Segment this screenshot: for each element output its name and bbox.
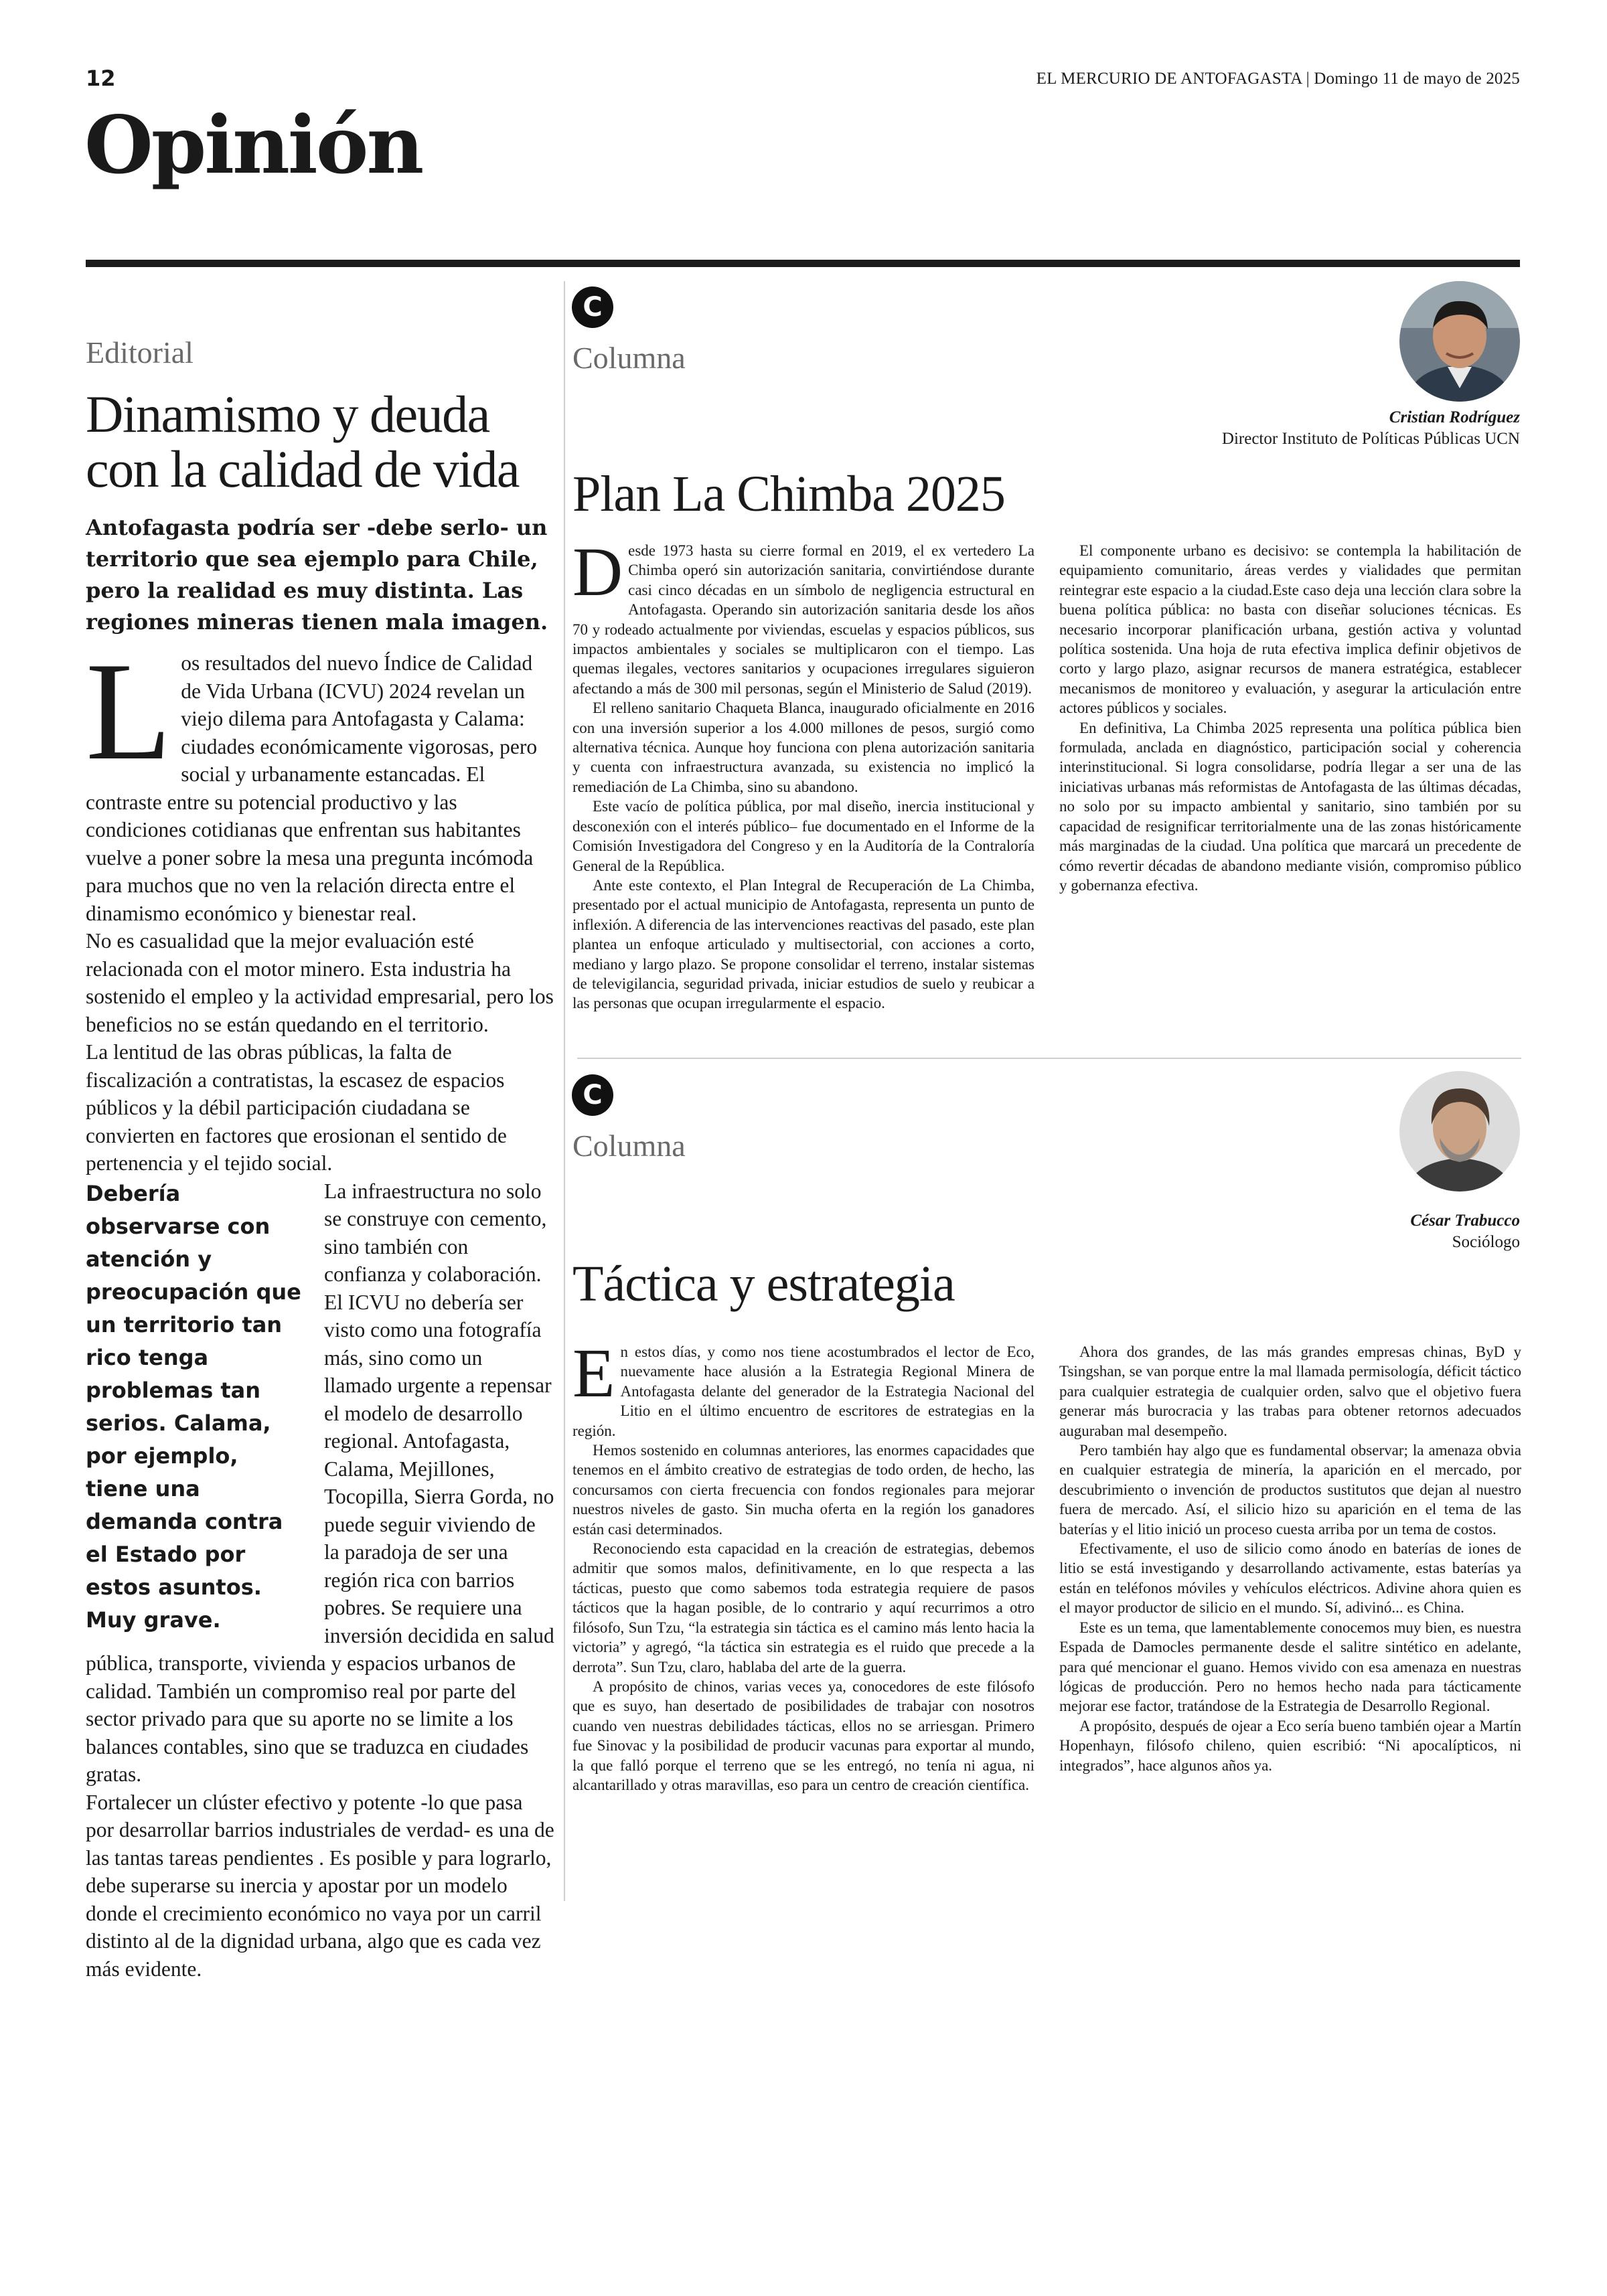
editorial-paragraph: El ICVU no debería ser visto como una fotografía más, sino como un llamado urgente a repensar el modelo de desarrollo regional. Antofagasta, Calama, Mejillones, Tocopilla, Sierra Gorda, no puede seguir viviendo de la paradoja de ser una región rica con barrios pobres. Se requiere una inversión decidida en salud pública, transporte, vivienda y espacios urbanos de calidad. También un compromiso real por parte del sector privado para que su aporte no se limite a los balances contables, sino que se traduzca en ciudades gratas. — [86, 1290, 554, 1786]
author-name: Cristian Rodríguez — [1389, 408, 1520, 426]
column2-paragraph: A propósito de chinos, varias veces ya, conocedores de este filósofo que es suyo, han desertado de posibilidades de trabajar con nosotros cuando ven nuestras debilidades tácticas, ellos no se arriesgan. Primero fue Sinovac y la posibilidad de producir vacunas para exportar al mundo, la que falló porque el terreno que se les entregó, no tenía ni agua, ni alcantarillado y otras maravillas, eso para un centro de creación científica. — [572, 1677, 1035, 1793]
column2-paragraph: Reconociendo esta capacidad en la creación de estrategias, debemos admitir que somos malos, definitivamente, en lo que respecta a las tácticas, puesto que como sabemos toda estrategia requiere de pasos tácticos que la hagan posible, de lo contrario y aquí recurrimos a otro filósofo, Sun Tzu, “la estrategia sin táctica es el camino más lento hacia la victoria” y agregó, “la táctica sin estrategia es el ruido que precede a la derrota”. Sun Tzu, claro, hablaba del arte de la guerra. — [572, 1540, 1035, 1675]
column1-byline — [1222, 407, 1520, 450]
author-photo — [1399, 281, 1520, 402]
section-divider — [577, 1058, 1521, 1059]
editorial-paragraph: No es casualidad que la mejor evaluación esté relacionada con el motor minero. Esta industria ha sostenido el empleo y la actividad empresarial, pero los beneficios no se están quedando en el territorio. — [86, 929, 554, 1036]
column1-paragraph: El relleno sanitario Chaqueta Blanca, inaugurado oficialmente en 2016 con una inversión superior a los 4.000 millones de pesos, surgió como alternativa técnica. Aunque hoy funciona con plena autorización sanitaria y cuenta con infraestructura avanzada, su existencia no implicó la remediación de La Chimba, sino su abandono. — [572, 700, 1035, 795]
column2-paragraph: Efectivamente, el uso de silicio como ánodo en baterías de iones de litio se está investigando y desarrollando activamente, estas baterías ya están en teléfonos móviles y vehículos eléctricos. Adivine ahora quien es el mayor productor de silicio en el mundo. Sí, adivinó... es China. — [1059, 1540, 1521, 1617]
column1-paragraph: Este vacío de política pública, por mal diseño, inercia institucional y desconexión con el interés público– fue documentado en el Informe de la Comisión Investigadora del Congreso y en la Auditoría de la Contraloría General de la República. — [572, 798, 1035, 874]
editorial-pull-quote: Debería observarse con atención y preocupación que un territorio tan rico tenga problemas tan serios. Calama, por ejemplo, tiene una demanda contra el Estado por estos asuntos. Muy grave. — [86, 1180, 301, 1633]
section-title: Opinión — [84, 98, 423, 191]
author-portrait-icon — [1399, 281, 1520, 402]
column2-dropcap: E — [572, 1335, 615, 1412]
column2-paragraph: En estos días, y como nos tiene acostumbrados el lector de Eco, nuevamente hace alusión a la Estrategia Regional Minera de Antofagasta delante del generador de la Estrategia Nacional del Litio en el último encuentro de escritores de estrategias en la región. — [572, 1335, 1035, 1439]
column1-kicker: Columna — [572, 341, 686, 375]
author-photo — [1399, 1071, 1520, 1192]
column1-paragraph: El componente urbano es decisivo: se contempla la habilitación de equipamiento comunitario, áreas verdes y vialidades que permitan reintegrar este espacio a la ciudad.Este caso deja una lección clara sobre la buena política pública: no basta con diseñar soluciones técnicas. Es necesario incorporar planificación urbana, gestión activa y voluntad política sostenida. Una hoja de ruta efectiva implica definir objetivos de corto y largo plazo, asignar recursos de manera estratégica, establecer mecanismos de monitoreo y evaluación, y asegurar la articulación entre actores públicos y sociales. — [1059, 542, 1521, 717]
author-name: César Trabucco — [1410, 1212, 1520, 1230]
column2-byline — [1410, 1210, 1520, 1253]
page-number: 12 — [86, 66, 116, 91]
editorial-title: Dinamismo y deuda con la calidad de vida — [86, 385, 520, 498]
editorial-paragraph: La lentitud de las obras públicas, la falta de fiscalización a contratistas, la escasez de espacios públicos y la débil participación ciudadana se convierten en factores que erosionan el sentido de pertenencia y el tejido social. — [86, 1040, 507, 1175]
column2-kicker: Columna — [572, 1129, 686, 1163]
editorial-lead: Antofagasta podría ser -debe serlo- un territorio que sea ejemplo para Chile, pero la realidad es muy distinta. Las regiones mineras tienen mala imagen. — [86, 515, 548, 635]
column2-body-left — [572, 1335, 1035, 1795]
editorial-paragraph: La infraestructura no solo se construye con cemento, sino también con confianza y colaboración. — [324, 1179, 547, 1286]
column1-title: Plan La Chimba 2025 — [572, 466, 1005, 522]
column1-body-right — [1059, 541, 1521, 895]
editorial-body — [86, 634, 554, 1983]
column2-body-right — [1059, 1342, 1521, 1775]
column2-paragraph: Ahora dos grandes, de las más grandes empresas chinas, ByD y Tsingshan, se van porque entre la mal llamada permisología, déficit táctico para cualquier estrategia de cualquier orden, salvo que el objetivo fuera generar más burocracia y las trabas para obtener retornos adecuados auguraban mal desempeño. — [1059, 1343, 1521, 1439]
column-badge: C — [572, 286, 613, 328]
column1-paragraph: Ante este contexto, el Plan Integral de Recuperación de La Chimba, presentado por el actual municipio de Antofagasta, representa un punto de inflexión. A diferencia de las intervenciones reactivas del pasado, este plan plantea un enfoque articulado y multisectorial, con acciones a corto, mediano y largo plazo. Se propone consolidar el terreno, instalar sistemas de televigilancia, seguridad privada, iniciar estudios de suelo y reubicar a las personas que ocupan irregularmente el espacio. — [572, 876, 1035, 1012]
column1-body-left — [572, 534, 1035, 1013]
column2-paragraph: A propósito, después de ojear a Eco sería bueno también ojear a Martín Hopenhayn, filósofo chileno, quien escribió: “Ni apocalípticos, ni integrados”, hace algunos años ya. — [1059, 1717, 1521, 1774]
column-divider — [564, 281, 565, 1901]
column1-dropcap: D — [572, 534, 623, 610]
author-role: Sociólogo — [1452, 1233, 1520, 1251]
editorial-paragraph: Los resultados del nuevo Índice de Calidad de Vida Urbana (ICVU) 2024 revelan un viejo dilema para Antofagasta y Calama: ciudades económicamente vigorosas, pero social y urbanamente estancadas. El contraste entre su potencial productivo y las condiciones cotidianas que enfrentan sus habitantes vuelve a poner sobre la mesa una pregunta incómoda para muchos que no ven la relación directa entre el dinamismo económico y bienestar real. — [86, 634, 538, 925]
editorial-kicker: Editorial — [86, 335, 194, 370]
column2-title: Táctica y estrategia — [572, 1256, 955, 1312]
column2-paragraph: Este es un tema, que lamentablemente conocemos muy bien, es nuestra Espada de Damocles permanente desde el salitre sintético en adelante, para qué mencionar el guano. Hemos vivido con esa amenaza en nuestras lógicas de producción. Pero no hemos hecho nada para tácticamente mejorar ese factor, tratándose de la Estrategia de Desarrollo Regional. — [1059, 1619, 1521, 1715]
editorial-dropcap: L — [86, 634, 172, 789]
column1-paragraph: En definitiva, La Chimba 2025 representa una política pública bien formulada, anclada en diagnóstico, participación social y coherencia interinstitucional. Si logra consolidarse, podría llegar a ser una de las iniciativas urbanas más reformistas de Antofagasta de las últimas décadas, no solo por su impacto ambiental y sanitario, sino también por su capacidad de resignificar territorialmente una de las zonas históricamente más marginadas de la ciudad. Una política que marcará un precedente de cómo revertir décadas de abandono mediante visión, compromiso público y gobernanza efectiva. — [1059, 719, 1521, 894]
column2-paragraph: Hemos sostenido en columnas anteriores, las enormes capacidades que tenemos en el ámbito creativo de estrategias de todo orden, de hecho, las concursamos con cierta frecuencia con fondos regionales para mejorar nuestros niveles de gasto. Sin mucha oferta en la región los ganadores están casi determinados. — [572, 1442, 1035, 1538]
top-rule — [86, 260, 1520, 267]
column2-paragraph: Pero también hay algo que es fundamental observar; la amenaza obvia en cualquier estrategia de minería, la aparición en el mercado, por descubrimiento o invención de productos sustitutos que dejan al nuestro fuera de mercado. Así, el silicio hizo su aparición en el tema de las baterías y el litio inició un proceso cuesta arriba por un tema de costos. — [1059, 1442, 1521, 1538]
column-badge: C — [572, 1074, 613, 1116]
author-role: Director Instituto de Políticas Públicas UCN — [1221, 430, 1520, 448]
editorial-paragraph: Fortalecer un clúster efectivo y potente -lo que pasa por desarrollar barrios industriales de verdad- es una de las tantas tareas pendientes . Es posible y para lograrlo, debe superarse su inercia y apostar por un modelo donde el crecimiento económico no vaya por un carril distinto al de la dignidad urbana, algo que es cada vez más evidente. — [86, 1790, 554, 1981]
masthead: EL MERCURIO DE ANTOFAGASTA | Domingo 11 de mayo de 2025 — [1036, 70, 1520, 88]
column1-paragraph: Desde 1973 hasta su cierre formal en 2019, el ex vertedero La Chimba operó sin autorización sanitaria, convirtiéndose durante casi cinco décadas en un símbolo de negligencia estructural en Antofagasta. Operando sin autorización sanitaria desde los años 70 y rodeado actualmente por viviendas, escuelas y espacios públicos, sus impactos ambientales y sociales se multiplicaron con el tiempo. Las quemas ilegales, vectores sanitarios y ocupaciones irregulares siguieron afectando a más de 300 mil personas, según el Ministerio de Salud (2019). — [572, 534, 1035, 697]
author-portrait-icon — [1399, 1071, 1520, 1192]
